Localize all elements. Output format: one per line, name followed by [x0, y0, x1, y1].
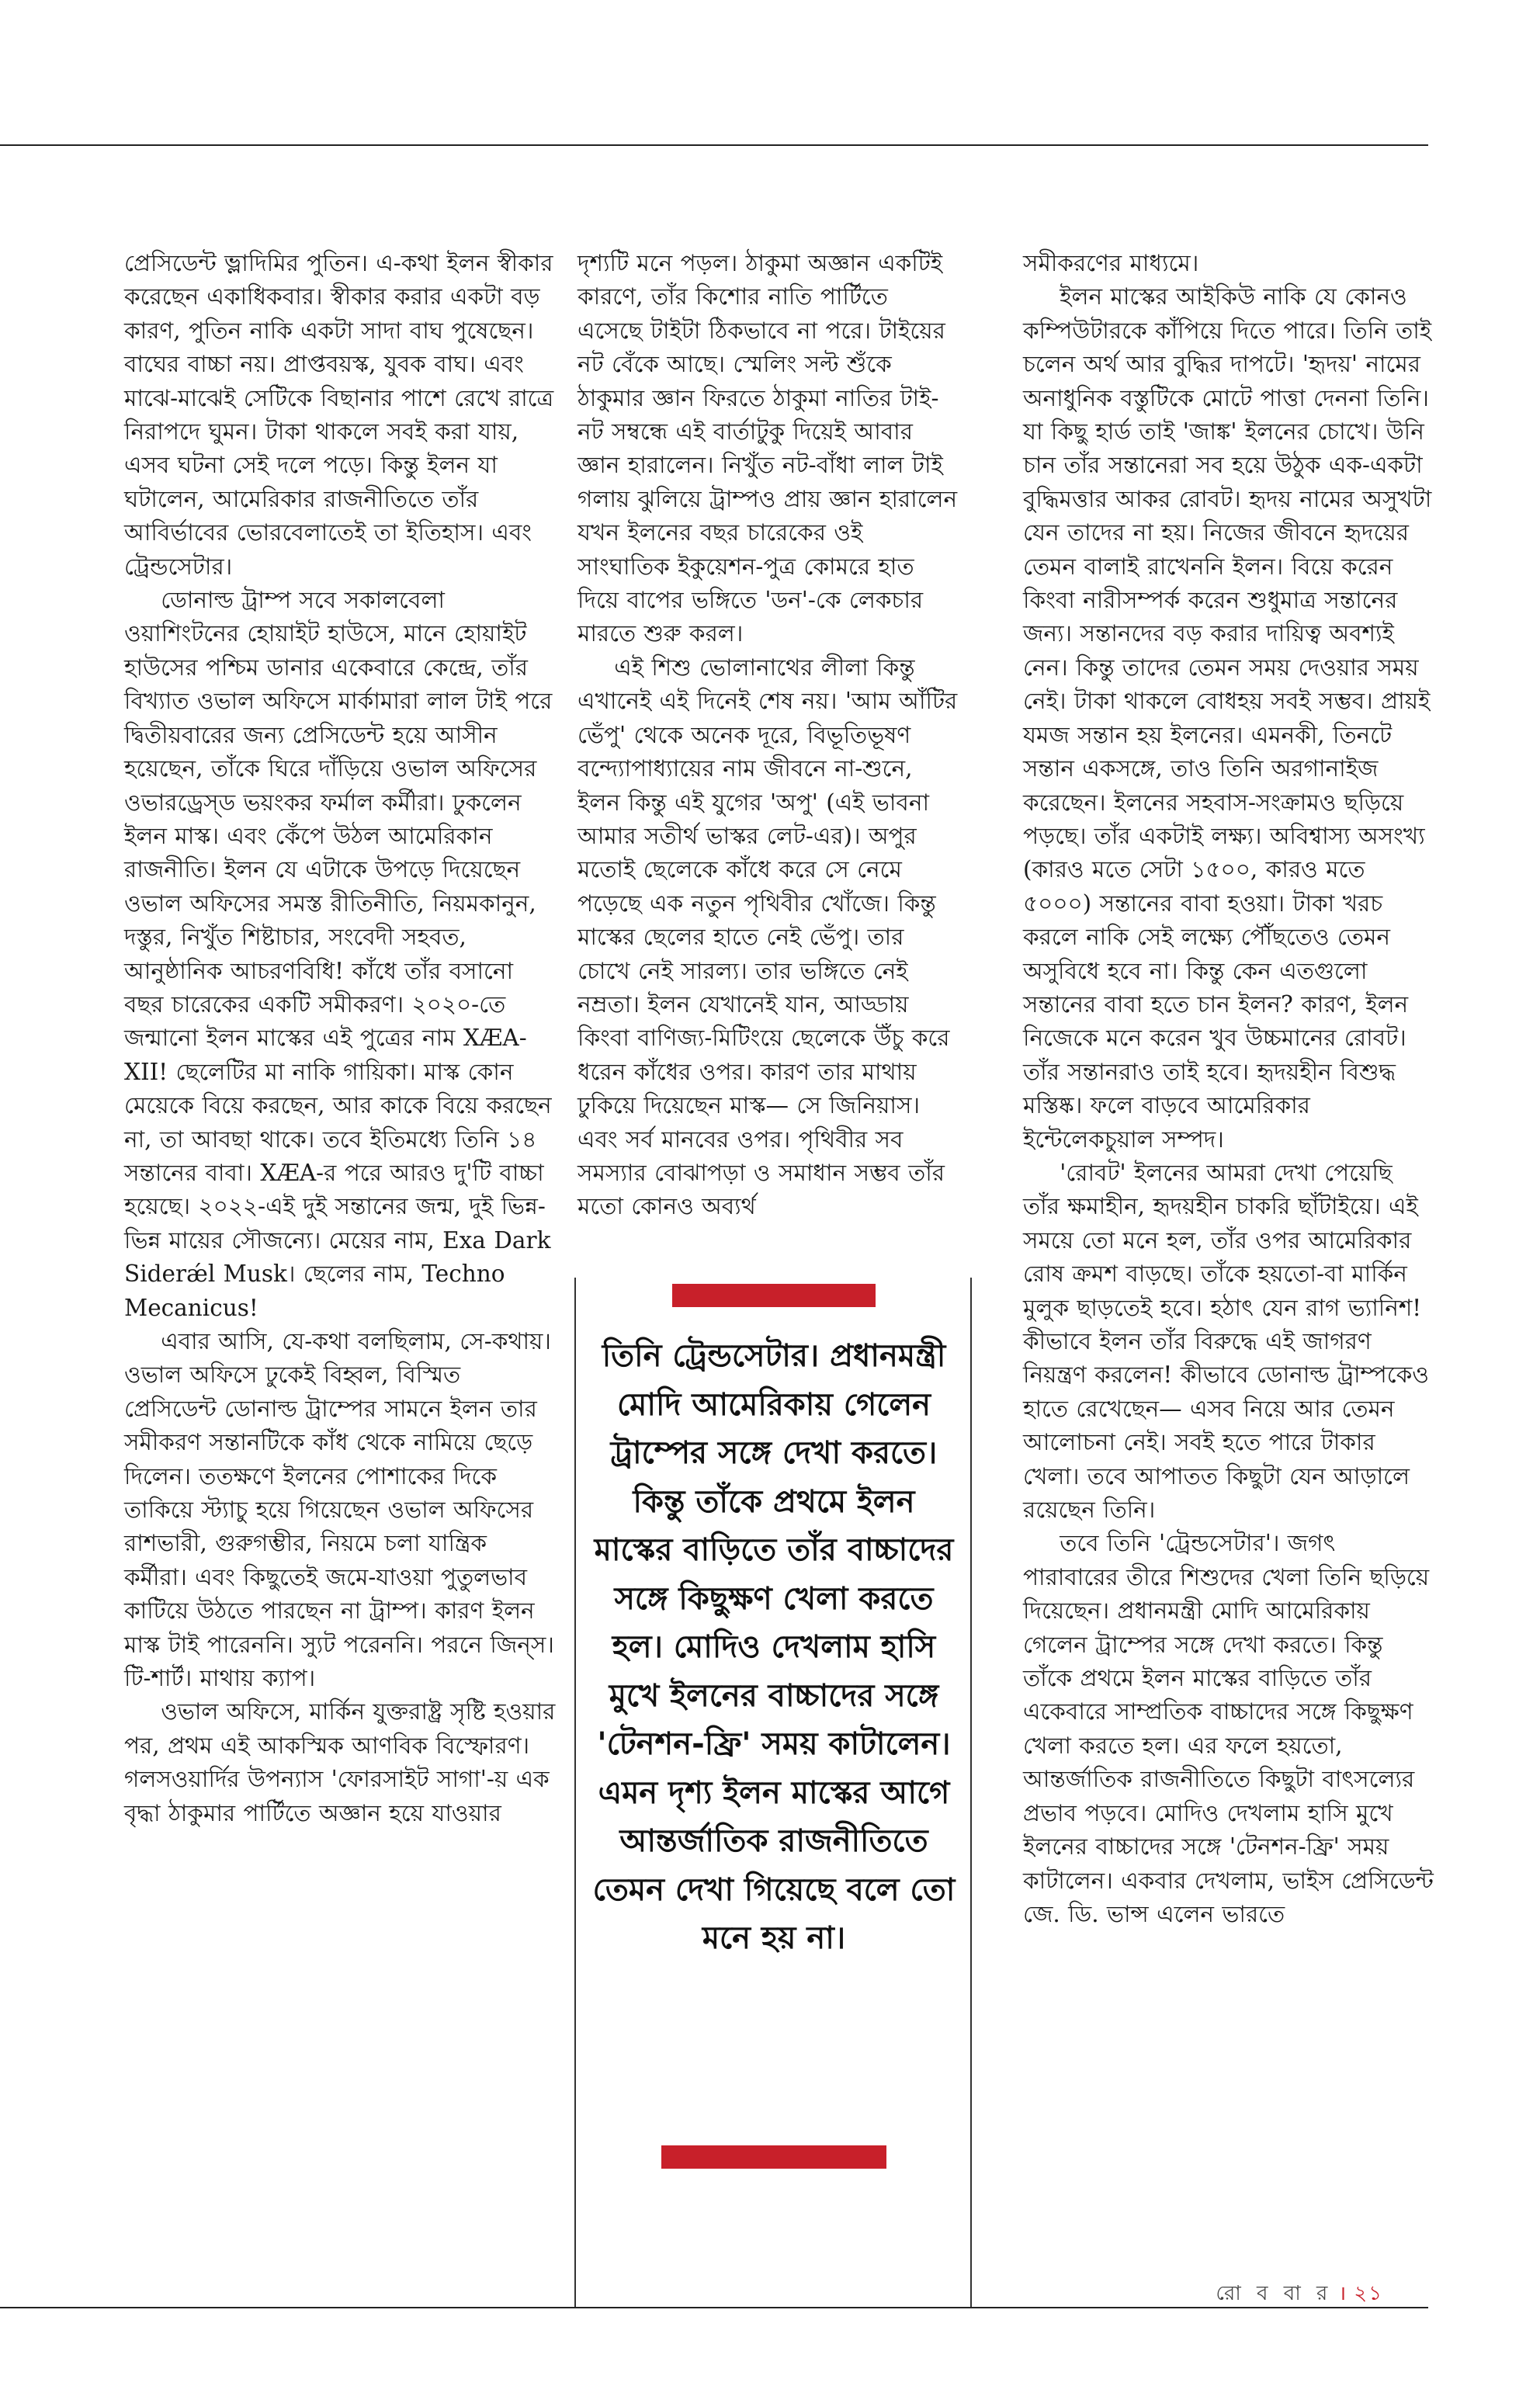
- article-column-2: [578, 247, 958, 1224]
- paragraph: তবে তিনি 'ট্রেন্ডসেটার'। জগৎ পারাবারের তীরে শিশুদের খেলা তিনি ছড়িয়ে দিয়েছেন। প্রধানমন্ত্রী মোদি আমেরিকায় গেলেন ট্রাম্পের সঙ্গে দেখা করতে। কিন্তু তাঁকে প্রথমে ইলন মাস্কের বাড়িতে তাঁর একেবারে সাম্প্রতিক বাচ্চাদের সঙ্গে কিছুক্ষণ খেলা করতে হল। এর ফলে হয়তো, আন্তর্জাতিক রাজনীতিতে কিছুটা বাৎসল্যের প্রভাব পড়বে। মোদিও দেখলাম হাসি মুখে ইলনের বাচ্চাদের সঙ্গে 'টেনশন-ফ্রি' সময় কাটালেন। একবার দেখলাম, ভাইস প্রেসিডেন্ট জে. ডি. ভান্স এলেন ভারতে: [1023, 1530, 1434, 1927]
- paragraph: দৃশ্যটি মনে পড়ল। ঠাকুমা অজ্ঞান একটিই কারণে, তাঁর কিশোর নাতি পার্টিতে এসেছে টাইটা ঠিকভাবে না পরে। টাইয়ের নট বেঁকে আছে। স্মেলিং সল্ট শুঁকে ঠাকুমার জ্ঞান ফিরতে ঠাকুমা নাতির টাই-নট সম্বন্ধে এই বার্তাটুকু দিয়েই আবার জ্ঞান হারালেন। নিখুঁত নট-বাঁধা লাল টাই গলায় ঝুলিয়ে ট্রাম্পও প্রায় জ্ঞান হারালেন যখন ইলনের বছর চারেকের ওই সাংঘাতিক ইকুয়েশন-পুত্র কোমরে হাত দিয়ে বাপের ভঙ্গিতে 'ডন'-কে লেকচার মারতে শুরু করল।: [578, 250, 958, 647]
- paragraph: ইলন মাস্কের আইকিউ নাকি যে কোনও কম্পিউটারকে কাঁপিয়ে দিতে পারে। তিনি তাই চলেন অর্থ আর বুদ্ধির দাপটে। 'হৃদয়' নামের অনাধুনিক বস্তুটিকে মোটে পাত্তা দেননা তিনি। যা কিছু হার্ড তাই 'জাঙ্ক' ইলনের চোখে। উনি চান তাঁর সন্তানেরা সব হয়ে উঠুক এক-একটা বুদ্ধিমত্তার আকর রোবট। হৃদয় নামের অসুখটা যেন তাদের না হয়। নিজের জীবনে হৃদয়ের তেমন বালাই রাখেননি ইলন। বিয়ে করেন কিংবা নারীসম্পর্ক করেন শুধুমাত্র সন্তানের জন্য। সন্তানদের বড় করার দায়িত্ব অবশ্যই নেন। কিন্তু তাদের তেমন সময় দেওয়ার সময় নেই। টাকা থাকলে বোধহয় সবই সম্ভব। প্রায়ই যমজ সন্তান হয় ইলনের। এমনকী, তিনটে সন্তান একসঙ্গে, তাও তিনি অরগানাইজ করেছেন। ইলনের সহবাস-সংক্রামও ছড়িয়ে পড়ছে। তাঁর একটাই লক্ষ্য। অবিশ্বাস্য অসংখ্য (কারও মতে সেটা ১৫০০, কারও মতে ৫০০০) সন্তানের বাবা হওয়া। টাকা খরচ করলে নাকি সেই লক্ষ্যে পৌঁছতেও তেমন অসুবিধে হবে না। কিন্তু কেন এতগুলো সন্তানের বাবা হতে চান ইলন? কারণ, ইলন নিজেকে মনে করেন খুব উচ্চমানের রোবট। তাঁর সন্তানরাও তাই হবে। হৃদয়হীন বিশুদ্ধ মস্তিষ্ক। ফলে বাড়বে আমেরিকার ইন্টেলেকচুয়াল সম্পদ।: [1023, 283, 1432, 1153]
- column-divider-right: [970, 1278, 972, 2307]
- magazine-name: রো ব বা র: [1216, 2282, 1333, 2305]
- paragraph: এই শিশু ভোলানাথের লীলা কিন্তু এখানেই এই দিনেই শেষ নয়। 'আম আঁটির ভেঁপু' থেকে অনেক দূরে, বিভূতিভূষণ বন্দ্যোপাধ্যায়ের নাম জীবনে না-শুনে, ইলন কিন্তু এই যুগের 'অপু' (এই ভাবনা আমার সতীর্থ ভাস্কর লেট-এর)। অপুর মতোই ছেলেকে কাঁধে করে সে নেমে পড়েছে এক নতুন পৃথিবীর খোঁজে। কিন্তু মাস্কের ছেলের হাতে নেই ভেঁপু। তার চোখে নেই সারল্য। তার ভঙ্গিতে নেই নম্রতা। ইলন যেখানেই যান, আড্ডায় কিংবা বাণিজ্য-মিটিংয়ে ছেলেকে উঁচু করে ধরেন কাঁধের ওপর। কারণ তার মাথায় ঢুকিয়ে দিয়েছেন মাস্ক— সে জিনিয়াস। এবং সর্ব মানবের ওপর। পৃথিবীর সব সমস্যার বোঝাপড়া ও সমাধান সম্ভব তাঁর মতো কোনও অব্যর্থ: [578, 654, 958, 1220]
- top-rule: [0, 144, 1428, 146]
- pull-quote: তিনি ট্রেন্ডসেটার। প্রধানমন্ত্রী মোদি আমেরিকায় গেলেন ট্রাম্পের সঙ্গে দেখা করতে। কিন্তু তাঁকে প্রথমে ইলন মাস্কের বাড়িতে তাঁর বাচ্চাদের সঙ্গে কিছুক্ষণ খেলা করতে হল। মোদিও দেখলাম হাসি মুখে ইলনের বাচ্চাদের সঙ্গে 'টেনশন-ফ্রি' সময় কাটালেন। এমন দৃশ্য ইলন মাস্কের আগে আন্তর্জাতিক রাজনীতিতে তেমন দেখা গিয়েছে বলে তো মনে হয় না।: [592, 1338, 956, 1956]
- article-column-3: [1023, 247, 1434, 1931]
- paragraph: প্রেসিডেন্ট ভ্লাদিমির পুতিন। এ-কথা ইলন স্বীকার করেছেন একাধিকবার। স্বীকার করার একটা বড় কারণ, পুতিন নাকি একটা সাদা বাঘ পুষেছেন। বাঘের বাচ্চা নয়। প্রাপ্তবয়স্ক, যুবক বাঘ। এবং মাঝে-মাঝেই সেটিকে বিছানার পাশে রেখে রাত্রে নিরাপদে ঘুমন। টাকা থাকলে সবই করা যায়, এসব ঘটনা সেই দলে পড়ে। কিন্তু ইলন যা ঘটালেন, আমেরিকার রাজনীতিতে তাঁর আবির্ভাবের ভোরবেলাতেই তা ইতিহাস। এবং ট্রেন্ডসেটার।: [124, 250, 554, 580]
- pull-quote-top-bar: [672, 1284, 876, 1307]
- paragraph: এবার আসি, যে-কথা বলছিলাম, সে-কথায়। ওভাল অফিসে ঢুকেই বিহ্বল, বিস্মিত প্রেসিডেন্ট ডোনাল্ড ট্রাম্পের সামনে ইলন তার সমীকরণ সন্তানটিকে কাঁধ থেকে নামিয়ে ছেড়ে দিলেন। ততক্ষণে ইলনের পোশাকের দিকে তাকিয়ে স্ট্যাচু হয়ে গিয়েছেন ওভাল অফিসের রাশভারী, গুরুগম্ভীর, নিয়মে চলা যান্ত্রিক কর্মীরা। এবং কিছুতেই জমে-যাওয়া পুতুলভাব কাটিয়ে উঠতে পারছেন না ট্রাম্প। কারণ ইলন মাস্ক টাই পারেননি। স্যুট পরেননি। পরনে জিন্‌স। টি-শার্ট। মাথায় ক্যাপ।: [124, 1328, 554, 1692]
- bottom-rule: [0, 2307, 1428, 2308]
- footer-separator: ।: [1338, 2282, 1348, 2305]
- page-number: ২১: [1354, 2282, 1383, 2305]
- paragraph: সমীকরণের মাধ্যমে।: [1023, 250, 1199, 276]
- article-column-1: [124, 247, 556, 1830]
- pull-quote-bottom-bar: [661, 2145, 886, 2169]
- page-footer: [1216, 2277, 1383, 2311]
- paragraph: ডোনাল্ড ট্রাম্প সবে সকালবেলা ওয়াশিংটনের হোয়াইট হাউসে, মানে হোয়াইট হাউসের পশ্চিম ডানার একেবারে কেন্দ্রে, তাঁর বিখ্যাত ওভাল অফিসে মার্কামারা লাল টাই পরে দ্বিতীয়বারের জন্য প্রেসিডেন্ট হয়ে আসীন হয়েছেন, তাঁকে ঘিরে দাঁড়িয়ে ওভাল অফিসের ওভারড্রেস্‌ড ভয়ংকর ফর্মাল কর্মীরা। ঢুকলেন ইলন মাস্ক। এবং কেঁপে উঠল আমেরিকান রাজনীতি। ইলন যে এটাকে উপড়ে দিয়েছেন ওভাল অফিসের সমস্ত রীতিনীতি, নিয়মকানুন, দস্তুর, নিখুঁত শিষ্টাচার, সংবেদী সহবত, আনুষ্ঠানিক আচরণবিধি! কাঁধে তাঁর বসানো বছর চারেকের একটি সমীকরণ। ২০২০-তে জন্মানো ইলন মাস্কের এই পুত্রের নাম XÆA-XII! ছেলেটির মা নাকি গায়িকা। মাস্ক কোন মেয়েকে বিয়ে করছেন, আর কাকে বিয়ে করছেন না, তা আবছা থাকে। তবে ইতিমধ্যে তিনি ১৪ সন্তানের বাবা। XÆA-র পরে আরও দু'টি বাচ্চা হয়েছে। ২০২২-এই দুই সন্তানের জন্ম, দুই ভিন্ন-ভিন্ন মায়ের সৌজন্যে। মেয়ের নাম, Exa Dark Siderǽl Musk। ছেলের নাম, Techno Mecanicus!: [124, 587, 553, 1321]
- paragraph: ওভাল অফিসে, মার্কিন যুক্তরাষ্ট্র সৃষ্টি হওয়ার পর, প্রথম এই আকস্মিক আণবিক বিস্ফোরণ। গলসওয়ার্দির উপন্যাস 'ফোরসাইট সাগা'-য় এক বৃদ্ধা ঠাকুমার পার্টিতে অজ্ঞান হয়ে যাওয়ার: [124, 1698, 556, 1826]
- column-divider-left: [574, 1278, 576, 2307]
- paragraph: 'রোবট' ইলনের আমরা দেখা পেয়েছি তাঁর ক্ষমাহীন, হৃদয়হীন চাকরি ছাঁটাইয়ে। এই সময়ে তো মনে হল, তাঁর ওপর আমেরিকার রোষ ক্রমশ বাড়ছে। তাঁকে হয়তো-বা মার্কিন মুলুক ছাড়তেই হবে। হঠাৎ যেন রাগ ভ্যানিশ! কীভাবে ইলন তাঁর বিরুদ্ধে এই জাগরণ নিয়ন্ত্রণ করলেন! কীভাবে ডোনাল্ড ট্রাম্পকেও হাতে রেখেছেন— এসব নিয়ে আর তেমন আলোচনা নেই। সবই হতে পারে টাকার খেলা। তবে আপাতত কিছুটা যেন আড়ালে রয়েছেন তিনি।: [1023, 1159, 1429, 1524]
